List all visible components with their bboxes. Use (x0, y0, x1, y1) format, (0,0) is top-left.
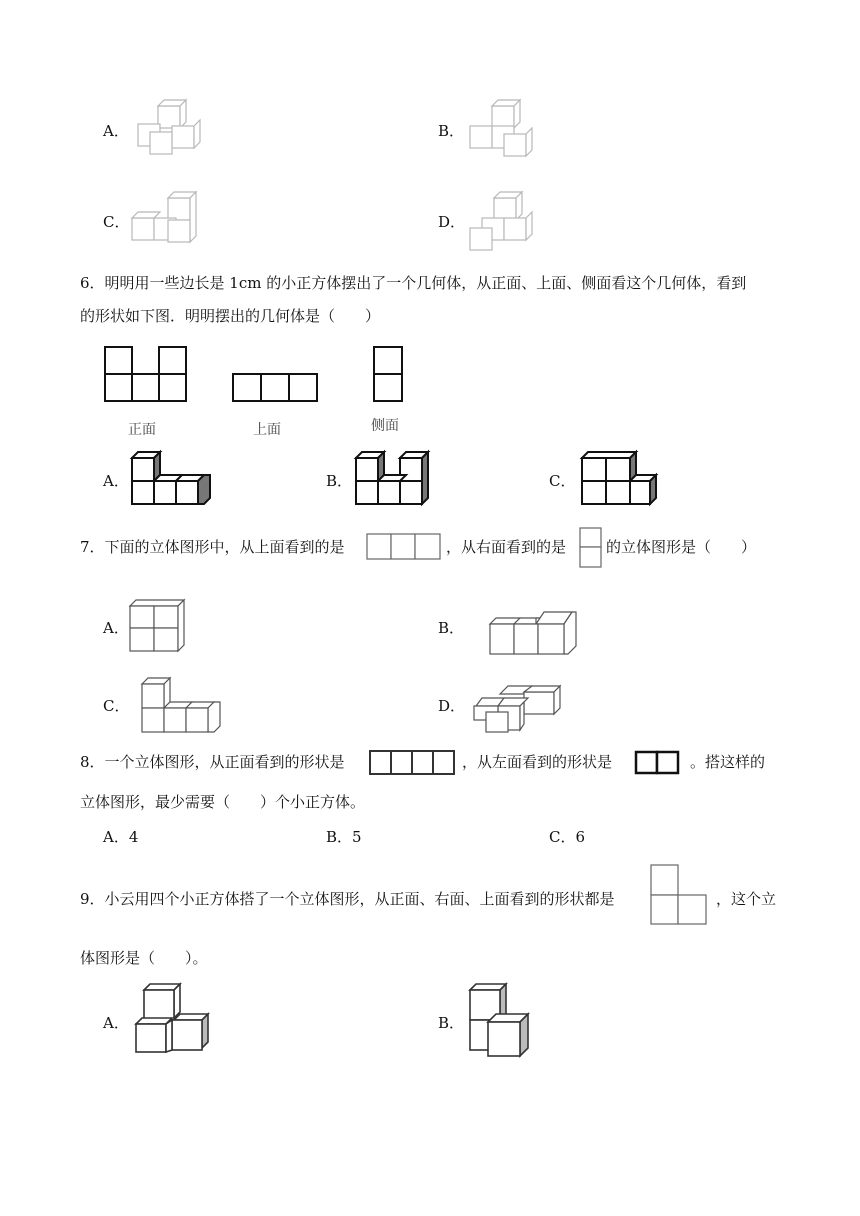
q7-option-c-figure[interactable] (140, 676, 224, 736)
q8-option-a[interactable]: A．4 (103, 828, 139, 846)
q5-option-b-label[interactable]: B． (438, 122, 465, 140)
q8-option-b[interactable]: B．5 (326, 828, 362, 846)
q8-text-c: 。搭这样的 (690, 753, 766, 771)
q7-top-view-figure (366, 533, 442, 561)
q9-text-a: 9．小云用四个小正方体搭了一个立体图形，从正面、右面、上面看到的形状都是 (80, 890, 615, 908)
q7-text-a: 7．下面的立体图形中，从上面看到的是 (80, 538, 345, 556)
q7-option-b-label[interactable]: B． (438, 619, 465, 637)
q5-option-a-figure[interactable] (136, 98, 206, 158)
q6-option-b-figure[interactable] (354, 450, 434, 506)
q9-option-b-figure[interactable] (468, 982, 540, 1058)
q6-view-top-caption: 上面 (253, 422, 281, 438)
q7-option-a-figure[interactable] (128, 598, 190, 654)
q7-text-c: 的立体图形是（ ） (606, 538, 757, 556)
q8-text-line2: 立体图形，最少需要（ ）个小正方体。 (80, 793, 366, 811)
q8-text-a: 8．一个立体图形，从正面看到的形状是 (80, 753, 345, 771)
q9-view-figure (650, 864, 708, 926)
q9-text-b: ，这个立 (716, 890, 777, 908)
q6-option-c-label[interactable]: C． (549, 472, 576, 490)
q5-option-c-figure[interactable] (132, 192, 206, 248)
q7-right-view-figure (579, 527, 603, 569)
q5-option-d-label[interactable]: D． (438, 213, 466, 231)
q6-text-line1: 6．明明用一些边长是 1cm 的小正方体摆出了一个几何体，从正面、上面、侧面看这个几何体，看到 (80, 274, 747, 292)
q8-text-b: ，从左面看到的形状是 (462, 753, 613, 771)
q5-option-b-figure[interactable] (470, 98, 542, 158)
q6-view-front (104, 346, 188, 402)
q9-option-a-figure[interactable] (132, 982, 212, 1054)
q9-option-a-label[interactable]: A． (103, 1014, 129, 1032)
q7-option-a-label[interactable]: A． (103, 619, 129, 637)
q6-option-b-label[interactable]: B． (326, 472, 353, 490)
q6-option-a-figure[interactable] (130, 450, 216, 506)
q5-option-c-label[interactable]: C． (103, 213, 130, 231)
q6-view-top (232, 373, 318, 403)
q6-view-front-caption: 正面 (128, 422, 156, 438)
q7-option-d-figure[interactable] (472, 684, 564, 736)
q6-option-c-figure[interactable] (580, 450, 660, 508)
q8-left-view-figure (634, 750, 682, 776)
q6-text-line2: 的形状如下图．明明摆出的几何体是（ ） (80, 307, 381, 325)
q7-text-b: ，从右面看到的是 (446, 538, 567, 556)
q7-option-b-figure[interactable] (488, 612, 580, 658)
q6-view-side (373, 346, 405, 402)
q5-option-a-label[interactable]: A． (103, 122, 129, 140)
q8-front-view-figure (369, 750, 457, 776)
q7-option-c-label[interactable]: C． (103, 697, 130, 715)
q7-option-d-label[interactable]: D． (438, 697, 466, 715)
q8-option-c[interactable]: C．6 (549, 828, 586, 846)
q9-option-b-label[interactable]: B． (438, 1014, 465, 1032)
q9-text-line2: 体图形是（ ）。 (80, 949, 208, 967)
q6-view-side-caption: 侧面 (371, 418, 399, 434)
q5-option-d-figure[interactable] (468, 192, 542, 250)
q6-option-a-label[interactable]: A． (103, 472, 129, 490)
